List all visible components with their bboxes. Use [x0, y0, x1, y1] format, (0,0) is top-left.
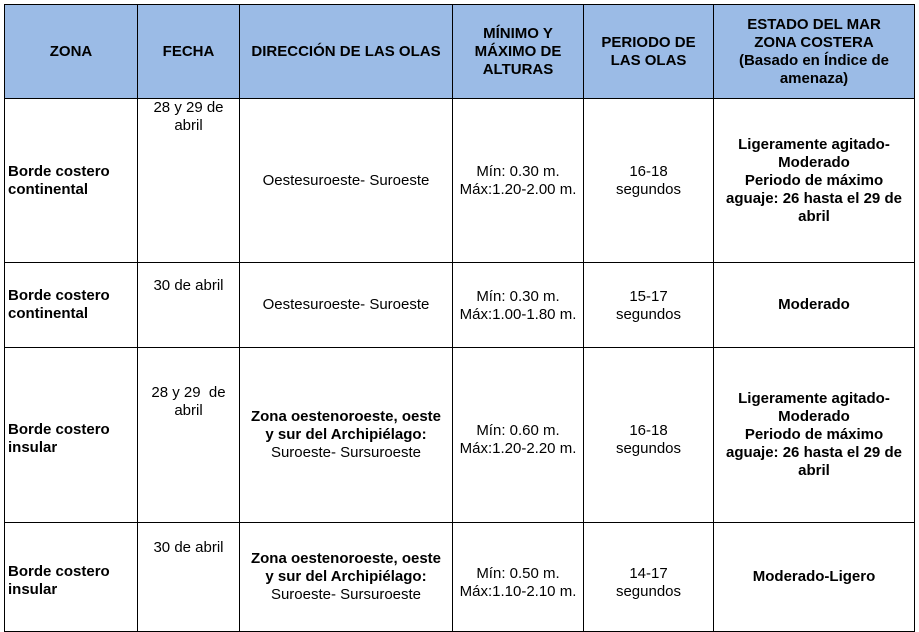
periodo-line: 14-17	[629, 565, 668, 582]
estado-line: abril	[798, 207, 830, 225]
zona-line: continental	[8, 305, 89, 322]
cell-periodo	[584, 348, 714, 523]
periodo-line: segundos	[615, 180, 682, 198]
header-estado-line: (Basado en Índice de	[738, 51, 890, 69]
estado-line: Moderado	[778, 296, 850, 313]
header-periodo-line: LAS OLAS	[610, 51, 687, 69]
cell-zona	[5, 348, 138, 523]
header-alturas-line: MÁXIMO DE	[474, 42, 562, 60]
cell-alturas	[453, 348, 584, 523]
cell-periodo	[584, 263, 714, 348]
periodo-line: 16-18	[629, 162, 668, 180]
periodo-line: 16-18	[629, 422, 668, 439]
zona-line: Borde costero	[8, 162, 110, 180]
cell-estado	[714, 348, 915, 523]
cell-estado	[714, 263, 915, 348]
alturas-line: Máx:1.00-1.80 m.	[459, 306, 577, 323]
header-periodo-line: PERIODO DE	[601, 33, 696, 51]
alturas-line: Mín: 0.60 m.	[476, 422, 560, 439]
estado-line: Ligeramente agitado-	[738, 135, 890, 153]
table-row	[5, 348, 915, 523]
header-alturas	[453, 5, 584, 99]
zona-line: Borde costero	[8, 421, 110, 438]
fecha-line: abril	[174, 117, 203, 134]
direccion-line: Zona oestenoroeste, oeste	[250, 408, 442, 425]
cell-fecha	[138, 348, 240, 523]
cell-direccion	[240, 523, 453, 632]
estado-line: Moderado	[778, 153, 850, 171]
zona-line: continental	[8, 180, 89, 198]
estado-line: Moderado	[778, 408, 850, 425]
cell-direccion	[240, 263, 453, 348]
cell-alturas	[453, 99, 584, 263]
fecha-line: 30 de abril	[153, 277, 224, 294]
periodo-line: 15-17	[629, 288, 668, 305]
table-row	[5, 523, 915, 632]
cell-alturas	[453, 523, 584, 632]
header-alturas-line: MÍNIMO Y	[483, 24, 553, 42]
cell-fecha	[138, 523, 240, 632]
cell-alturas	[453, 263, 584, 348]
estado-line: Moderado-Ligero	[752, 568, 876, 585]
header-estado-line: ESTADO DEL MAR	[747, 15, 881, 33]
header-row	[5, 5, 915, 99]
alturas-line: Máx:1.10-2.10 m.	[459, 583, 577, 600]
cell-zona	[5, 523, 138, 632]
alturas-line: Máx:1.20-2.20 m.	[459, 440, 577, 457]
estado-line: Ligeramente agitado-	[738, 390, 890, 407]
direccion-line: Suroeste- Sursuroeste	[270, 444, 422, 461]
direccion-line: Suroeste- Sursuroeste	[270, 586, 422, 603]
cell-estado	[714, 99, 915, 263]
estado-line: aguaje: 26 hasta el 29 de	[726, 189, 902, 207]
wave-forecast-table	[4, 4, 915, 632]
header-fecha: FECHA	[138, 5, 240, 99]
header-direccion: DIRECCIÓN DE LAS OLAS	[240, 5, 453, 99]
cell-periodo	[584, 523, 714, 632]
direccion-line: y sur del Archipiélago:	[265, 426, 427, 443]
fecha-line: 30 de abril	[153, 539, 224, 556]
periodo-line: segundos	[615, 306, 682, 323]
estado-line: abril	[798, 462, 830, 479]
cell-direccion	[240, 348, 453, 523]
direccion-line: Zona oestenoroeste, oeste	[250, 550, 442, 567]
cell-zona	[5, 263, 138, 348]
alturas-line: Máx:1.20-2.00 m.	[459, 180, 577, 198]
header-estado	[714, 5, 915, 99]
direccion-line: Oestesuroeste- Suroeste	[262, 171, 430, 189]
periodo-line: segundos	[615, 583, 682, 600]
header-periodo	[584, 5, 714, 99]
header-zona: ZONA	[5, 5, 138, 99]
cell-direccion	[240, 99, 453, 263]
alturas-line: Mín: 0.50 m.	[476, 565, 560, 582]
zona-line: Borde costero	[8, 287, 110, 304]
direccion-line: y sur del Archipiélago:	[265, 568, 427, 585]
alturas-line: Mín: 0.30 m.	[476, 288, 560, 305]
cell-estado	[714, 523, 915, 632]
estado-line: aguaje: 26 hasta el 29 de	[726, 444, 902, 461]
estado-line: Periodo de máximo	[744, 171, 884, 189]
alturas-line: Mín: 0.30 m.	[476, 162, 560, 180]
cell-periodo	[584, 99, 714, 263]
fecha-line: abril	[174, 402, 203, 419]
zona-line: insular	[8, 439, 58, 456]
header-estado-line: amenaza)	[779, 69, 849, 87]
table-row	[5, 263, 915, 348]
estado-line: Periodo de máximo	[744, 426, 884, 443]
table-row	[5, 99, 915, 263]
fecha-line: 28 y 29 de	[153, 99, 224, 116]
header-estado-line: ZONA COSTERA	[754, 33, 874, 51]
periodo-line: segundos	[615, 440, 682, 457]
cell-fecha	[138, 99, 240, 263]
zona-line: insular	[8, 581, 58, 598]
cell-fecha	[138, 263, 240, 348]
zona-line: Borde costero	[8, 563, 110, 580]
fecha-line: 28 y 29 de	[151, 384, 226, 401]
direccion-line: Oestesuroeste- Suroeste	[262, 296, 430, 313]
cell-zona	[5, 99, 138, 263]
header-alturas-line: ALTURAS	[482, 60, 554, 78]
